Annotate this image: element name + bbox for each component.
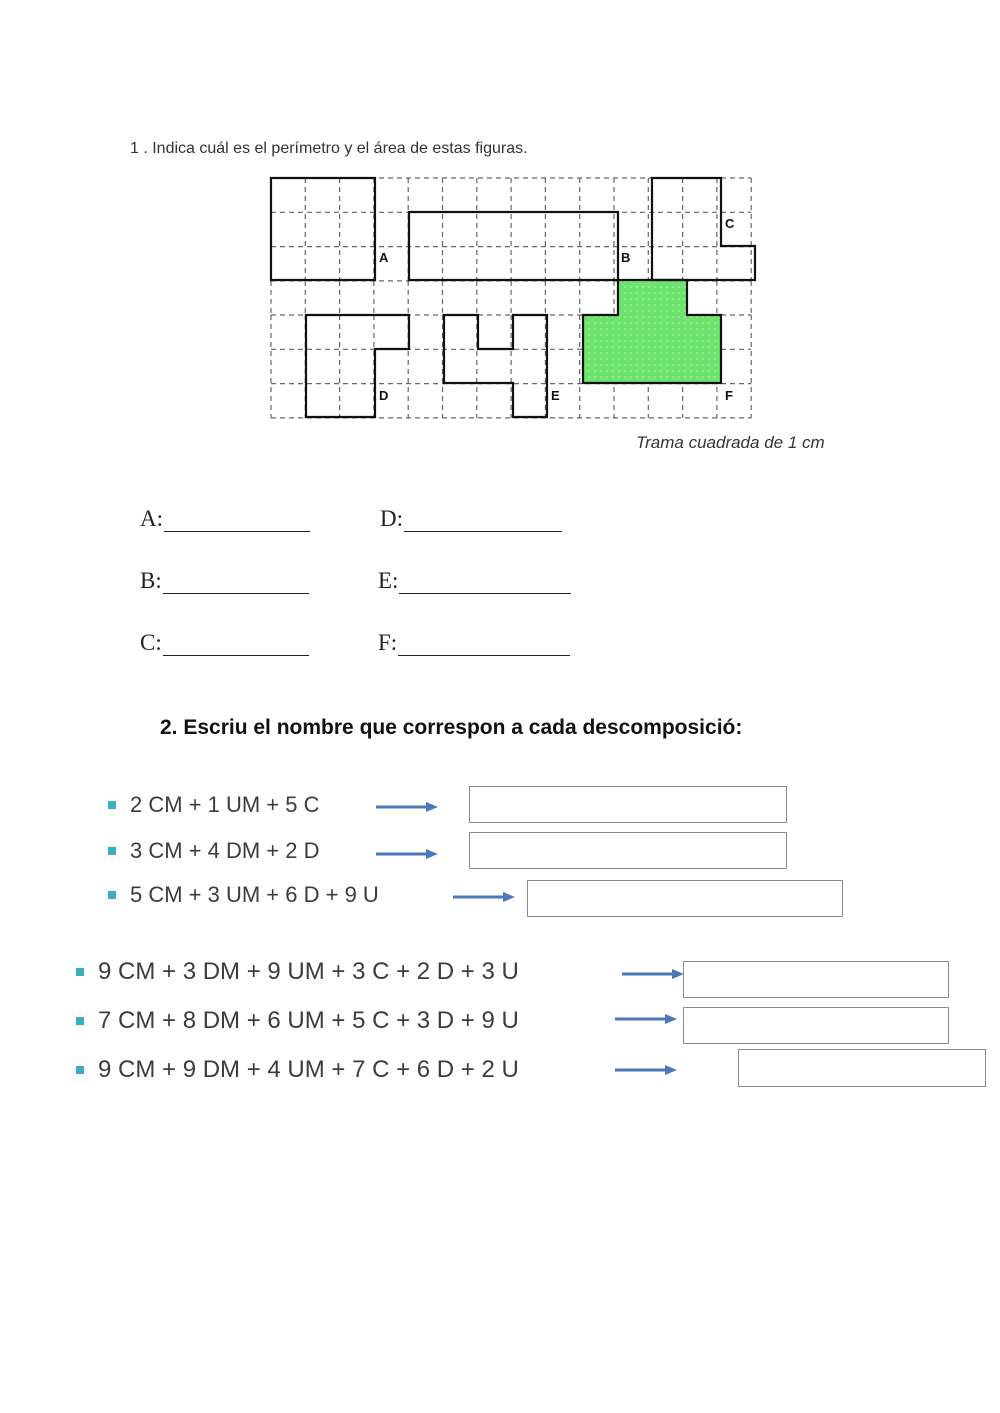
answer-d-label: D: bbox=[380, 506, 403, 531]
list-item bbox=[76, 1056, 519, 1084]
arrow-right-icon bbox=[615, 1012, 679, 1026]
answer-box-1[interactable] bbox=[469, 786, 787, 823]
decomposition-expression: 9 CM + 9 DM + 4 UM + 7 C + 6 D + 2 U bbox=[98, 1056, 519, 1083]
answer-f[interactable] bbox=[378, 630, 570, 656]
decomposition-expression: 2 CM + 1 UM + 5 C bbox=[130, 792, 320, 817]
answer-b-blank[interactable] bbox=[163, 573, 309, 594]
decomposition-expression: 9 CM + 3 DM + 9 UM + 3 C + 2 D + 3 U bbox=[98, 958, 519, 985]
answer-a-label: A: bbox=[140, 506, 163, 531]
figure-label-c: C bbox=[725, 216, 735, 231]
answer-e-label: E: bbox=[378, 568, 399, 593]
answer-box-5[interactable] bbox=[683, 1007, 949, 1044]
figure-label-a: A bbox=[379, 250, 389, 265]
bullet-icon bbox=[108, 891, 116, 899]
arrow-right-icon bbox=[453, 890, 517, 904]
exercise-1-title: 1 . Indica cuál es el perímetro y el área de estas figuras. bbox=[130, 140, 528, 157]
figure-d bbox=[306, 315, 409, 417]
decomposition-expression: 5 CM + 3 UM + 6 D + 9 U bbox=[130, 882, 379, 907]
figure-c bbox=[652, 178, 755, 280]
figure-label-b: B bbox=[621, 250, 631, 265]
figure-label-f: F bbox=[725, 388, 733, 403]
answer-e-blank[interactable] bbox=[399, 573, 571, 594]
figure-e bbox=[444, 315, 547, 417]
decomposition-expression: 7 CM + 8 DM + 6 UM + 5 C + 3 D + 9 U bbox=[98, 1007, 519, 1034]
answer-f-blank[interactable] bbox=[398, 635, 570, 656]
list-item bbox=[76, 1007, 519, 1035]
answer-d[interactable] bbox=[380, 506, 562, 532]
answer-box-3[interactable] bbox=[527, 880, 843, 917]
answer-c[interactable] bbox=[140, 630, 309, 656]
answer-box-6[interactable] bbox=[738, 1049, 986, 1087]
answer-f-label: F: bbox=[378, 630, 398, 655]
arrow-right-icon bbox=[376, 847, 440, 861]
bullet-icon bbox=[76, 968, 84, 976]
answer-c-blank[interactable] bbox=[163, 635, 309, 656]
exercise-2-title: 2. Escriu el nombre que correspon a cada descomposició: bbox=[160, 716, 743, 739]
arrow-right-icon bbox=[622, 967, 686, 981]
list-item bbox=[108, 882, 379, 908]
answer-box-2[interactable] bbox=[469, 832, 787, 869]
answer-a-blank[interactable] bbox=[164, 511, 310, 532]
answer-b[interactable] bbox=[140, 568, 309, 594]
decomposition-expression: 3 CM + 4 DM + 2 D bbox=[130, 838, 320, 863]
answer-c-label: C: bbox=[140, 630, 162, 655]
list-item bbox=[108, 838, 320, 864]
bullet-icon bbox=[108, 801, 116, 809]
bullet-icon bbox=[108, 847, 116, 855]
list-item bbox=[76, 958, 519, 986]
figure-a bbox=[271, 178, 375, 280]
answer-e[interactable] bbox=[378, 568, 571, 594]
figure-label-d: D bbox=[379, 388, 389, 403]
arrow-right-icon bbox=[376, 800, 440, 814]
figures-grid bbox=[262, 170, 762, 425]
list-item bbox=[108, 792, 320, 818]
answer-box-4[interactable] bbox=[683, 961, 949, 998]
bullet-icon bbox=[76, 1066, 84, 1074]
answer-d-blank[interactable] bbox=[404, 511, 562, 532]
figure-label-e: E bbox=[551, 388, 560, 403]
figure-f bbox=[583, 280, 721, 383]
arrow-right-icon bbox=[615, 1063, 679, 1077]
bullet-icon bbox=[76, 1017, 84, 1025]
answer-a[interactable] bbox=[140, 506, 310, 532]
grid-caption: Trama cuadrada de 1 cm bbox=[636, 433, 825, 452]
answer-b-label: B: bbox=[140, 568, 162, 593]
